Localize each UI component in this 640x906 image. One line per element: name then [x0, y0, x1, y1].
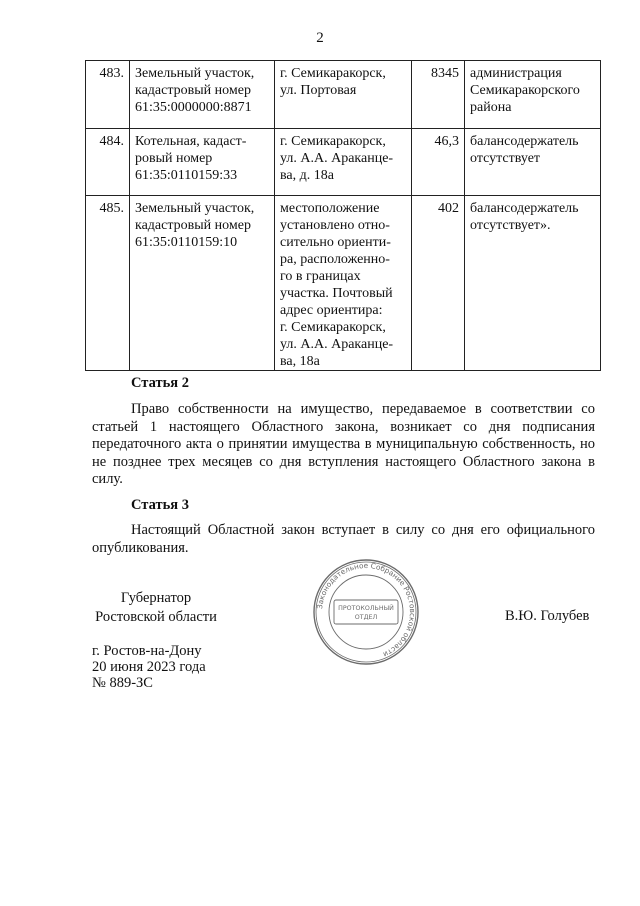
signatory-title — [92, 589, 220, 627]
date: 20 июня 2023 года — [92, 659, 206, 675]
table-row — [86, 61, 601, 129]
balance-holder: балансодержатель отсутствует». — [465, 196, 601, 371]
object-area: 46,3 — [412, 129, 465, 196]
law-number: № 889-ЗС — [92, 675, 153, 691]
object-address: местоположение установлено отно- сительно ориенти- ра, расположенно- го в границах участка. Почтовый адрес ориентира: г. Семикаракорск, ул. А.А. Араканце- ва, 18а — [275, 196, 412, 371]
signatory-title-line2: Ростовской области — [95, 609, 217, 625]
object-name: Земельный участок, кадастровый номер 61:35:0110159:10 — [130, 196, 275, 371]
official-stamp — [312, 558, 420, 666]
article-3-title: Статья 3 — [131, 497, 189, 513]
signatory-name: В.Ю. Голубев — [505, 608, 590, 624]
object-name: Земельный участок, кадастровый номер 61:35:0000000:8871 — [130, 61, 275, 129]
table-row — [86, 129, 601, 196]
article-2-text: Право собственности на имущество, передаваемое в соответствии со статьей 1 настоящего Областного закона, возникает со дня подписания передаточного акта о принятии имущества в муниципальную собственность, но не позднее трех месяцев со дня вступления настоящего Областного закона в силу. — [92, 401, 595, 488]
row-number: 484. — [86, 129, 130, 196]
object-address: г. Семикаракорск, ул. А.А. Араканце- ва, д. 18а — [275, 129, 412, 196]
page-number: 2 — [316, 30, 324, 46]
property-table — [85, 60, 601, 371]
row-number: 485. — [86, 196, 130, 371]
object-area: 402 — [412, 196, 465, 371]
table-row — [86, 196, 601, 371]
balance-holder: администрация Семикаракорского района — [465, 61, 601, 129]
object-address: г. Семикаракорск, ул. Портовая — [275, 61, 412, 129]
balance-holder: балансодержатель отсутствует — [465, 129, 601, 196]
signatory-title-line1: Губернатор — [120, 590, 192, 606]
stamp-inner-line2: ОТДЕЛ — [354, 614, 378, 621]
object-area: 8345 — [412, 61, 465, 129]
article-2-title: Статья 2 — [131, 375, 189, 391]
city: г. Ростов-на-Дону — [92, 643, 202, 659]
stamp-inner-line1: ПРОТОКОЛЬНЫЙ — [338, 605, 394, 612]
article-3-text: Настоящий Областной закон вступает в силу со дня его официального опубликования. — [92, 522, 595, 556]
object-name: Котельная, кадаст- ровый номер 61:35:0110159:33 — [130, 129, 275, 196]
row-number: 483. — [86, 61, 130, 129]
place-and-date — [92, 643, 206, 691]
stamp-ring-text: Законодательное Собрание Ростовской области — [315, 560, 418, 660]
